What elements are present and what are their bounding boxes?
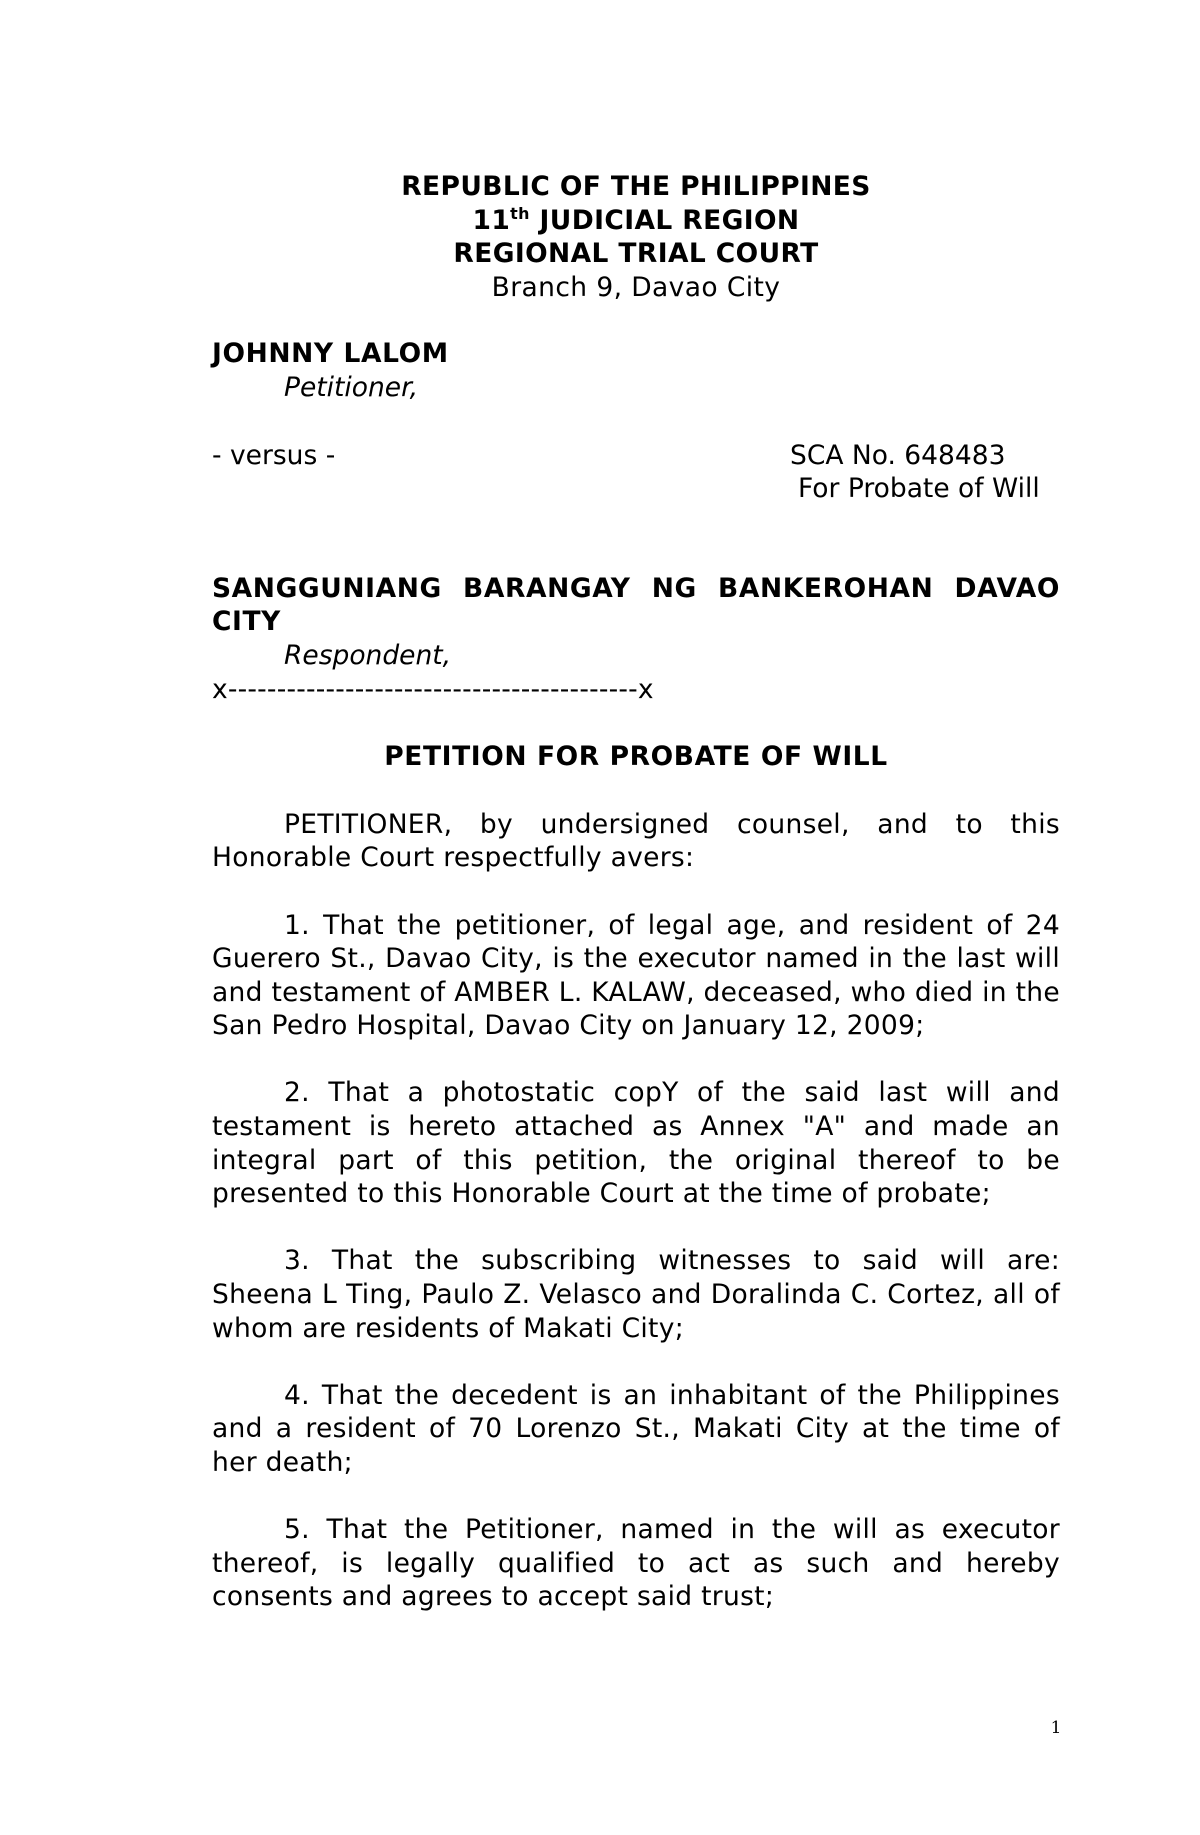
petitioner-name: JOHNNY LALOM — [212, 338, 449, 370]
page-number: 1 — [1050, 1718, 1062, 1738]
region-ordinal-suffix: th — [510, 203, 530, 223]
versus-row — [212, 439, 1060, 506]
region-ordinal: 11 — [472, 204, 511, 236]
header-judicial-region — [212, 204, 1060, 238]
paragraph-3: 3. That the subscribing witnesses to said will are: Sheena L Ting, Paulo Z. Velasco and Doralinda C. Cortez, all of whom are residents of Makati City; — [212, 1245, 1060, 1344]
case-purpose: For Probate of Will — [798, 473, 1040, 505]
spacer — [212, 405, 1060, 439]
petitioner-block — [212, 337, 1060, 404]
versus-label: - versus - — [212, 439, 336, 471]
case-info — [790, 439, 1060, 506]
header-branch: Branch 9, Davao City — [491, 271, 781, 303]
document-body — [212, 170, 1060, 1648]
header-court: REGIONAL TRIAL COURT — [453, 238, 819, 270]
region-label: JUDICIAL REGION — [529, 204, 800, 236]
header-republic: REPUBLIC OF THE PHILIPPINES — [401, 171, 871, 202]
paragraph-4: 4. That the decedent is an inhabitant of the Philippines and a resident of 70 Lorenzo St., Makati City at the time of her death; — [212, 1379, 1060, 1478]
respondent-block — [212, 572, 1060, 673]
spacer — [212, 506, 1060, 572]
court-header — [212, 170, 1060, 304]
case-number: SCA No. 648483 — [790, 439, 1006, 471]
respondent-role: Respondent, — [284, 639, 452, 671]
respondent-name: SANGGUNIANG BARANGAY NG BANKEROHAN DAVAO CITY — [212, 572, 1060, 638]
petition-title: PETITION FOR PROBATE OF WILL — [384, 741, 888, 773]
intro-paragraph: PETITIONER, by undersigned counsel, and to this Honorable Court respectfully avers: — [212, 808, 1060, 874]
paragraph-2: 2. That a photostatic copY of the said last will and testament is hereto attached as Annex "A" and made an integral part of this petition, the original thereof to be presented to this Honorable Court at the time of probate; — [212, 1077, 1060, 1210]
petitioner-role: Petitioner, — [284, 371, 418, 403]
paragraph-1: 1. That the petitioner, of legal age, and resident of 24 Guerero St., Davao City, is the executor named in the last will and testament of AMBER L. KALAW, deceased, who died in the San Pedro Hospital, Davao City on January 12, 2009; — [212, 909, 1060, 1042]
paragraph-5: 5. That the Petitioner, named in the will as executor thereof, is legally qualified to act as such and hereby consents and agrees to accept said trust; — [212, 1514, 1060, 1613]
caption-divider: x------------------------------------------x — [212, 673, 654, 705]
